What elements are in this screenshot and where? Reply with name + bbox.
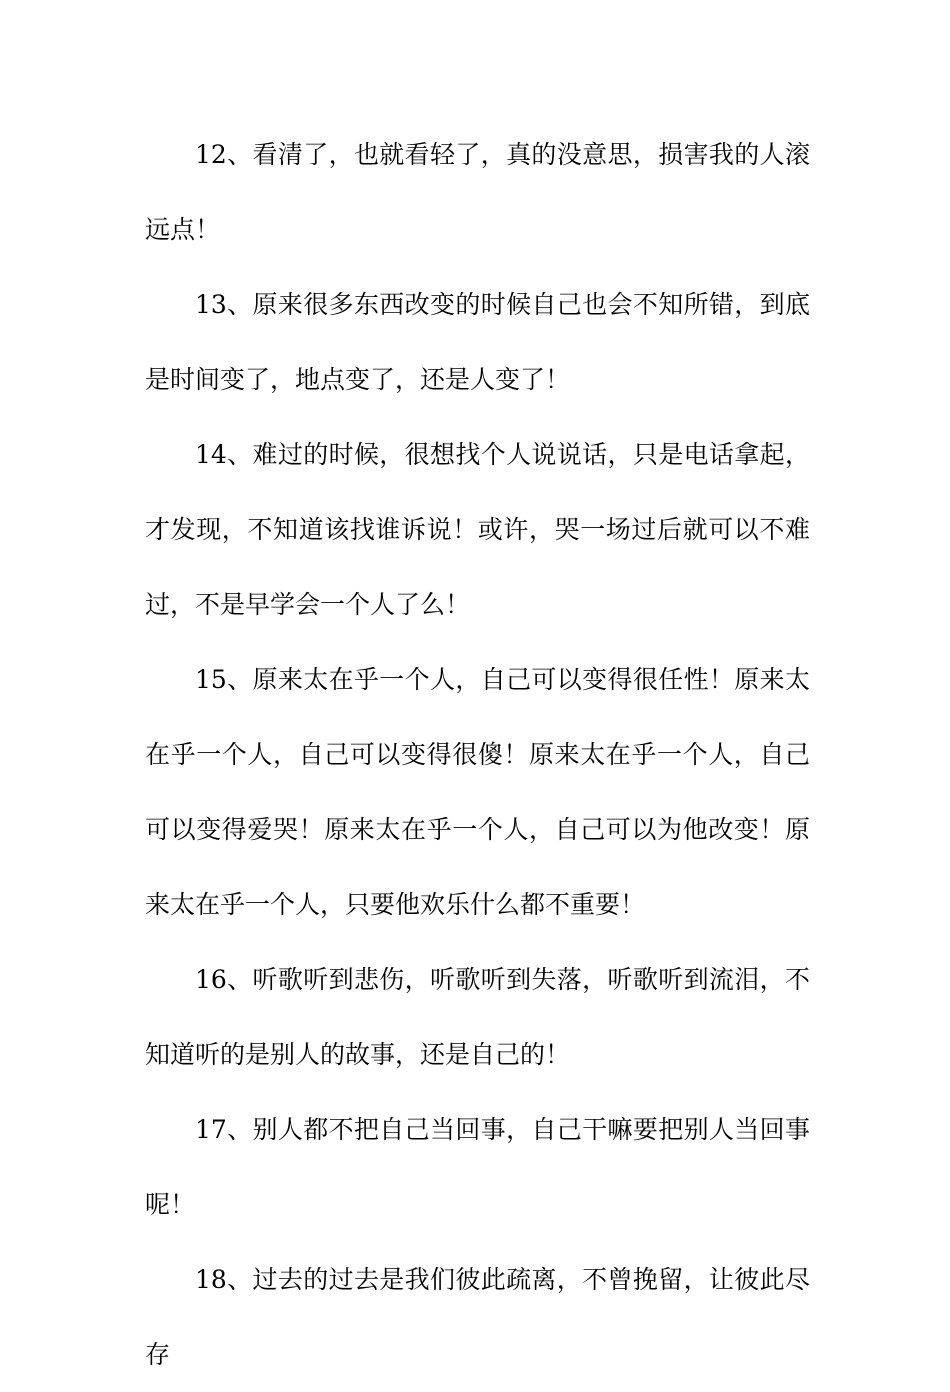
- paragraph-15: 15、原来太在乎一个人，自己可以变得很任性！原来太在乎一个人，自己可以变得很傻！原来太在乎一个人，自己可以变得爱哭！原来太在乎一个人，自己可以为他改变！原来太在乎一个人，只要他欢乐什么都不重要！: [145, 665, 810, 919]
- paragraph-17: 17、别人都不把自己当回事，自己干嘛要把别人当回事呢！: [145, 1115, 810, 1219]
- paragraph-12: 12、看清了，也就看轻了，真的没意思，损害我的人滚远点！: [145, 140, 810, 244]
- paragraph-13: 13、原来很多东西改变的时候自己也会不知所错，到底是时间变了，地点变了，还是人变了！: [145, 290, 810, 394]
- paragraph-14: 14、难过的时候，很想找个人说说话，只是电话拿起，才发现，不知道该找谁诉说！或许，哭一场过后就可以不难过，不是早学会一个人了么！: [145, 440, 810, 619]
- paragraph-16: 16、听歌听到悲伤，听歌听到失落，听歌听到流泪，不知道听的是别人的故事，还是自己的！: [145, 965, 810, 1069]
- paragraph-18: 18、过去的过去是我们彼此疏离，不曾挽留，让彼此尽存: [145, 1265, 810, 1369]
- document-body: [145, 117, 810, 1392]
